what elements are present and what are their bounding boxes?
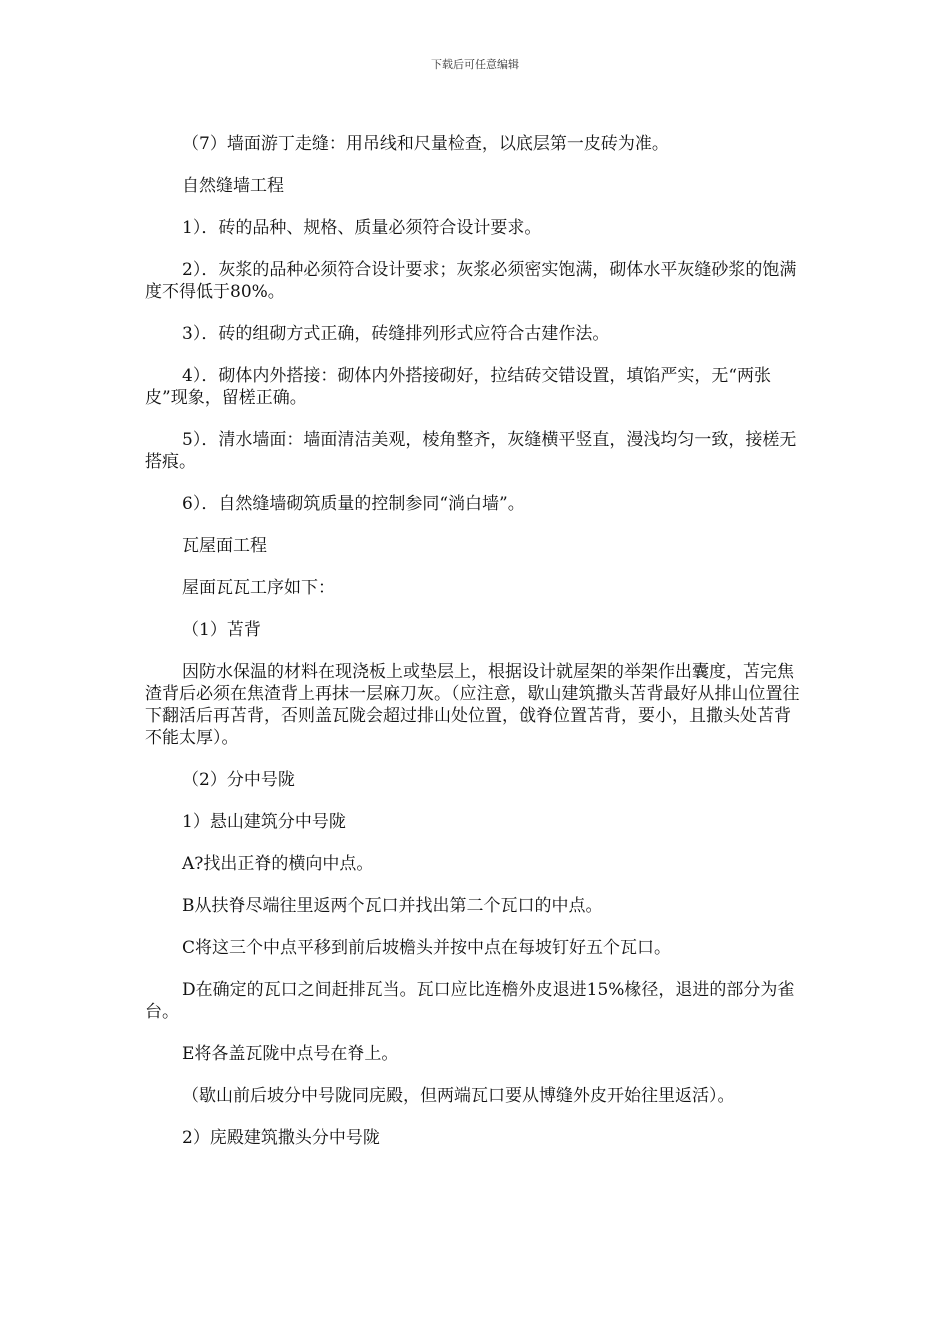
document-body	[145, 133, 805, 1169]
paragraph: D在确定的瓦口之间赶排瓦当。瓦口应比连檐外皮退进15%椽径，退进的部分为雀台。	[145, 980, 795, 1022]
section-heading: 自然缝墙工程	[182, 176, 284, 196]
paragraph: 1）．砖的品种、规格、质量必须符合设计要求。	[182, 218, 542, 238]
paragraph: （1）苫背	[182, 620, 261, 640]
paragraph: 2）庑殿建筑撒头分中号陇	[182, 1128, 380, 1148]
section-heading: 瓦屋面工程	[182, 536, 267, 556]
paragraph: 4）．砌体内外搭接：砌体内外搭接砌好，拉结砖交错设置，填馅严实，无“两张皮”现象，留槎正确。	[145, 366, 772, 408]
paragraph: C将这三个中点平移到前后坡檐头并按中点在每坡钉好五个瓦口。	[182, 938, 672, 958]
paragraph: 1）悬山建筑分中号陇	[182, 812, 346, 832]
paragraph: B从扶脊尽端往里返两个瓦口并找出第二个瓦口的中点。	[182, 896, 603, 916]
paragraph: 6）．自然缝墙砌筑质量的控制参同“淌白墙”。	[182, 494, 525, 514]
paragraph: 3）．砖的组砌方式正确，砖缝排列形式应符合古建作法。	[182, 324, 610, 344]
paragraph: 因防水保温的材料在现浇板上或垫层上，根据设计就屋架的举架作出囊度，苫完焦渣背后必须在焦渣背上再抹一层麻刀灰。（应注意，歇山建筑撒头苫背最好从排山位置往下翻活后再苫背，否则盖瓦陇会超过排山处位置，戗脊位置苫背，要小，且撒头处苫背不能太厚）。	[145, 662, 800, 748]
paragraph: 屋面瓦瓦工序如下：	[182, 578, 335, 598]
paragraph: E将各盖瓦陇中点号在脊上。	[182, 1044, 399, 1064]
paragraph: （2）分中号陇	[182, 770, 295, 790]
page-header: 下载后可任意编辑	[431, 58, 519, 71]
paragraph: 2）．灰浆的品种必须符合设计要求；灰浆必须密实饱满，砌体水平灰缝砂浆的饱满度不得低于80%。	[145, 260, 797, 302]
paragraph: A?找出正脊的横向中点。	[182, 854, 374, 874]
paragraph: 5）．清水墙面：墙面清洁美观，棱角整齐，灰缝横平竖直，漫浅均匀一致，接槎无搭痕。	[145, 430, 797, 472]
paragraph: （7）墙面游丁走缝：用吊线和尺量检查，以底层第一皮砖为准。	[182, 134, 669, 154]
paragraph: （歇山前后坡分中号陇同庑殿，但两端瓦口要从博缝外皮开始往里返活）。	[182, 1086, 735, 1106]
